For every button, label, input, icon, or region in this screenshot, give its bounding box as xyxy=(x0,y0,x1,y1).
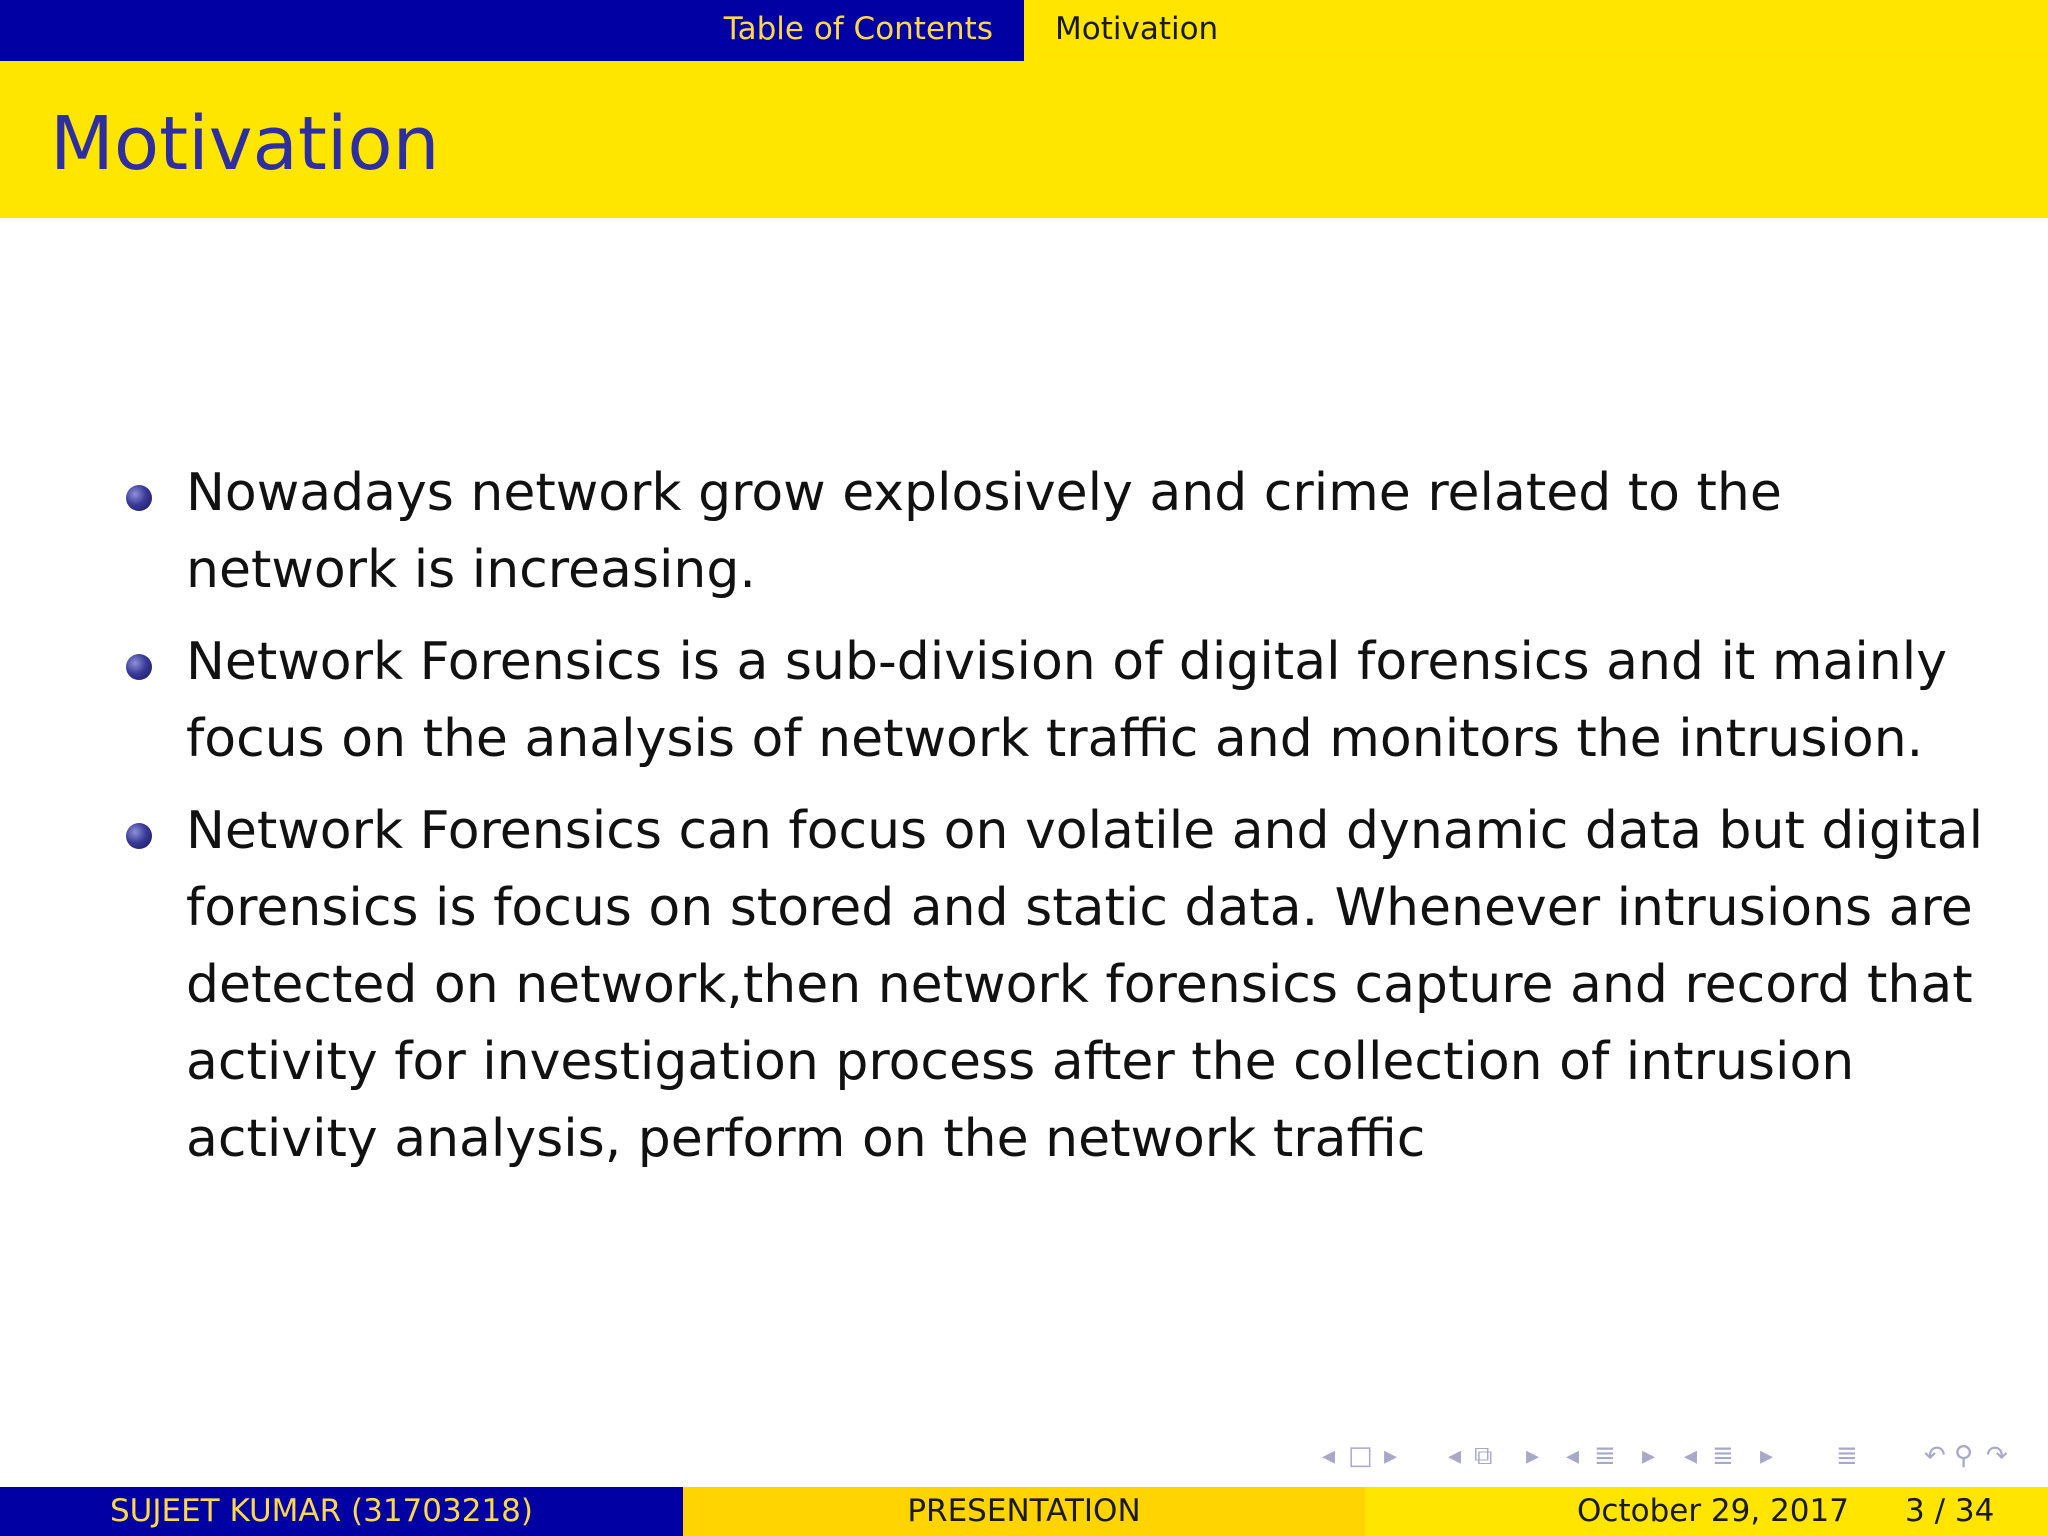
subsection-icon[interactable]: ≣ xyxy=(1594,1441,1616,1471)
prev-subsection-icon[interactable]: ◂ xyxy=(1566,1441,1580,1471)
forward-icon[interactable]: ↷ xyxy=(1986,1441,2008,1471)
frame-title-band xyxy=(0,61,2048,218)
nav-section-motivation[interactable]: Motivation xyxy=(1055,11,1219,47)
next-frame-icon[interactable]: ▸ xyxy=(1526,1441,1540,1471)
slide-icon[interactable]: □ xyxy=(1348,1441,1373,1471)
footer-bar xyxy=(0,1487,2048,1536)
prev-slide-icon[interactable]: ◂ xyxy=(1322,1441,1336,1471)
next-slide-icon[interactable]: ▸ xyxy=(1384,1441,1398,1471)
bullet-ball-icon xyxy=(126,823,152,849)
document-icon[interactable]: ≣ xyxy=(1836,1441,1858,1471)
bullet-item xyxy=(126,624,2006,778)
footer-page-number: 3 / 34 xyxy=(1905,1493,1995,1529)
frame-icon[interactable]: ⧉ xyxy=(1474,1441,1493,1471)
search-icon[interactable]: ⚲ xyxy=(1954,1441,1974,1471)
next-subsection-icon[interactable]: ▸ xyxy=(1642,1441,1656,1471)
footer-title: PRESENTATION xyxy=(683,1487,1365,1536)
bullet-text: Network Forensics can focus on volatile and dynamic data but digital forensics is focus on stored and static data. Whenever intrusions are detected on network,then network forensics capture and record that activity for investigation process after the collection of intrusion activity analysis, perform on the network traffic xyxy=(186,801,1984,1169)
bullet-list xyxy=(126,455,2006,1193)
next-section-icon[interactable]: ▸ xyxy=(1760,1441,1774,1471)
bullet-item xyxy=(126,793,2006,1178)
nav-section-table-of-contents[interactable]: Table of Contents xyxy=(723,11,993,47)
frame-title: Motivation xyxy=(50,101,440,187)
footer-date: October 29, 2017 xyxy=(1577,1493,1849,1529)
prev-section-icon[interactable]: ◂ xyxy=(1684,1441,1698,1471)
bullet-item xyxy=(126,455,2006,609)
section-navigation-bar xyxy=(0,0,2048,61)
back-icon[interactable]: ↶ xyxy=(1924,1441,1946,1471)
bullet-text: Nowadays network grow explosively and crime related to the network is increasing. xyxy=(186,463,1782,600)
footer-date-page xyxy=(1365,1487,2048,1536)
bullet-ball-icon xyxy=(126,485,152,511)
prev-frame-icon[interactable]: ◂ xyxy=(1448,1441,1462,1471)
bullet-text: Network Forensics is a sub-division of digital forensics and it mainly focus on the analysis of network traffic and monitors the intrusion. xyxy=(186,632,1947,769)
bullet-ball-icon xyxy=(126,654,152,680)
section-icon[interactable]: ≣ xyxy=(1712,1441,1734,1471)
navigation-symbols xyxy=(1322,1436,2032,1476)
footer-author: SUJEET KUMAR (31703218) xyxy=(0,1487,683,1536)
